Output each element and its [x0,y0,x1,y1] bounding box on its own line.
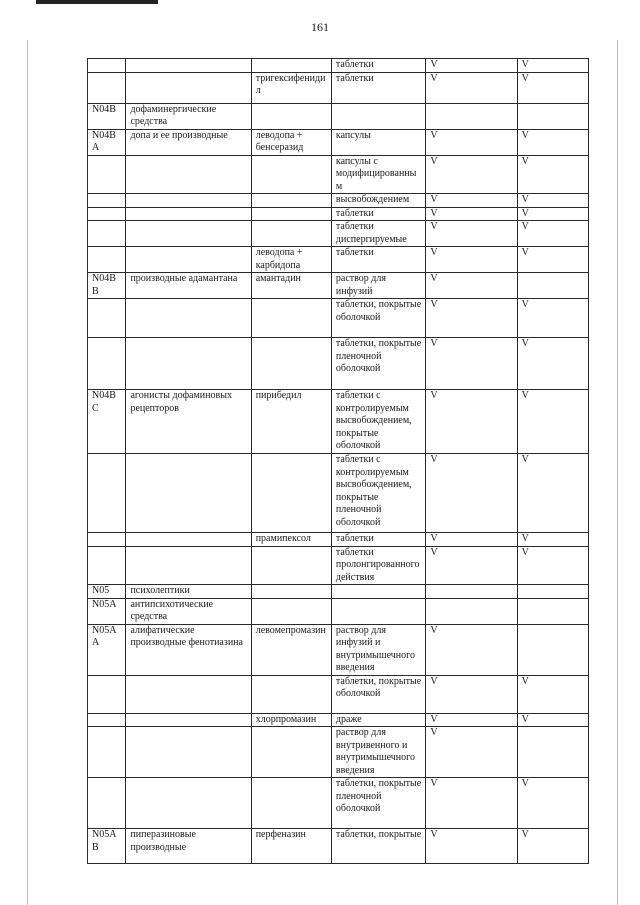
table-row [88,624,589,675]
table-row [88,713,589,727]
table-row [88,299,589,338]
cell-v1 [426,103,517,129]
cell-code: N04B [88,103,126,129]
table-row [88,273,589,299]
cell-v2: V [517,829,588,864]
cell-v1: V [426,59,517,73]
cell-form: таблетки [331,247,425,273]
cell-v2: V [517,338,588,390]
cell-code [88,194,126,208]
cell-name: производные адамантана [126,273,251,299]
cell-form: таблетки, покрытые [331,829,425,864]
cell-name: допа и ее производные [126,129,251,155]
cell-code [88,155,126,194]
cell-inn [251,598,331,624]
cell-v1 [426,585,517,599]
cell-inn: перфеназин [251,829,331,864]
table-row [88,585,589,599]
cell-v1: V [426,221,517,247]
cell-name [126,454,251,533]
cell-name [126,59,251,73]
cell-code [88,299,126,338]
cell-name [126,713,251,727]
cell-v1: V [426,546,517,585]
cell-inn [251,299,331,338]
cell-v2: V [517,778,588,829]
cell-code [88,778,126,829]
cell-v2: V [517,533,588,547]
table-row [88,194,589,208]
table-row [88,59,589,73]
table-row [88,72,589,103]
cell-inn [251,103,331,129]
cell-inn [251,454,331,533]
cell-inn [251,727,331,778]
cell-v1: V [426,247,517,273]
cell-form: раствор для инфузий и внутримышечного введения [331,624,425,675]
cell-v2: V [517,129,588,155]
cell-form: таблетки [331,72,425,103]
cell-inn: тригексифенидил [251,72,331,103]
cell-name [126,338,251,390]
cell-name [126,727,251,778]
cell-v1: V [426,533,517,547]
cell-code: N05A [88,598,126,624]
cell-code [88,713,126,727]
cell-inn [251,778,331,829]
cell-form: таблетки, покрытые пленочной оболочкой [331,338,425,390]
cell-v1: V [426,675,517,713]
cell-code: N05AB [88,829,126,864]
cell-code [88,247,126,273]
cell-code [88,338,126,390]
cell-v1 [426,598,517,624]
cell-v1: V [426,338,517,390]
cell-name: пиперазиновые производные [126,829,251,864]
cell-v2 [517,624,588,675]
cell-v2: V [517,221,588,247]
cell-form: таблетки [331,59,425,73]
table-row [88,454,589,533]
cell-inn [251,221,331,247]
cell-v1: V [426,727,517,778]
table-row [88,546,589,585]
cell-form [331,103,425,129]
cell-code: N04BA [88,129,126,155]
cell-v2 [517,727,588,778]
cell-form: таблетки [331,533,425,547]
cell-v1: V [426,72,517,103]
cell-inn [251,207,331,221]
cell-form: таблетки, покрытые оболочкой [331,299,425,338]
cell-v2: V [517,207,588,221]
cell-v2: V [517,454,588,533]
cell-form: таблетки пролонгированного действия [331,546,425,585]
cell-form: таблетки с контролируемым высвобождением, покрытые оболочкой [331,390,425,454]
cell-v2 [517,103,588,129]
cell-name: алифатические производные фенотиазина [126,624,251,675]
cell-name [126,299,251,338]
cell-v2: V [517,299,588,338]
cell-v2 [517,273,588,299]
table-row [88,103,589,129]
cell-v1: V [426,194,517,208]
cell-name [126,72,251,103]
cell-v2: V [517,247,588,273]
cell-form: драже [331,713,425,727]
left-margin-line [27,40,28,905]
cell-form: капсулы с модифицированным [331,155,425,194]
cell-inn [251,546,331,585]
cell-inn [251,59,331,73]
cell-name [126,675,251,713]
right-margin-line [617,40,618,905]
cell-form: таблетки [331,207,425,221]
cell-inn [251,155,331,194]
page-number: 161 [311,20,329,34]
cell-form: таблетки, покрытые оболочкой [331,675,425,713]
table-row [88,778,589,829]
table-row [88,207,589,221]
cell-inn: хлорпромазин [251,713,331,727]
cell-form [331,598,425,624]
cell-name: психолептики [126,585,251,599]
table-row [88,155,589,194]
table-row [88,727,589,778]
cell-code [88,72,126,103]
table-row [88,533,589,547]
cell-v2: V [517,675,588,713]
cell-code [88,59,126,73]
cell-name [126,546,251,585]
cell-v1: V [426,207,517,221]
cell-form [331,585,425,599]
cell-name [126,207,251,221]
cell-inn [251,585,331,599]
cell-name [126,155,251,194]
cell-v1: V [426,273,517,299]
cell-code [88,207,126,221]
cell-code: N05AA [88,624,126,675]
cell-v2: V [517,713,588,727]
cell-inn [251,338,331,390]
table-row [88,221,589,247]
cell-v1: V [426,155,517,194]
cell-form: капсулы [331,129,425,155]
cell-name [126,247,251,273]
cell-v2: V [517,59,588,73]
cell-v2 [517,598,588,624]
table-row [88,829,589,864]
cell-code [88,533,126,547]
cell-inn: леводопа + бенсеразид [251,129,331,155]
cell-name [126,194,251,208]
cell-inn: леводопа + карбидопа [251,247,331,273]
cell-v1: V [426,778,517,829]
cell-code [88,546,126,585]
cell-code [88,727,126,778]
cell-v2: V [517,155,588,194]
cell-v2: V [517,194,588,208]
cell-code [88,221,126,247]
cell-name [126,221,251,247]
table-row [88,338,589,390]
cell-inn [251,675,331,713]
cell-inn: амантадин [251,273,331,299]
cell-v1: V [426,390,517,454]
drug-table [87,58,589,864]
cell-name [126,533,251,547]
cell-code [88,675,126,713]
cell-v1: V [426,713,517,727]
cell-inn: левомепромазин [251,624,331,675]
cell-form: высвобождением [331,194,425,208]
cell-v2: V [517,546,588,585]
table-row [88,390,589,454]
cell-code: N04BC [88,390,126,454]
cell-form: раствор для инфузий [331,273,425,299]
cell-name: дофаминергические средства [126,103,251,129]
cell-form: таблетки, покрытые пленочной оболочкой [331,778,425,829]
cell-v1: V [426,624,517,675]
cell-code: N05 [88,585,126,599]
cell-v2: V [517,390,588,454]
cell-name: антипсихотические средства [126,598,251,624]
cell-form: раствор для внутривенного и внутримышечного введения [331,727,425,778]
cell-v2: V [517,72,588,103]
cell-name [126,778,251,829]
cell-v2 [517,585,588,599]
table-row [88,247,589,273]
cell-v1: V [426,299,517,338]
cell-code [88,454,126,533]
table-row [88,129,589,155]
cell-v1: V [426,454,517,533]
cell-name: агонисты дофаминовых рецепторов [126,390,251,454]
cell-inn [251,194,331,208]
cell-inn: пирибедил [251,390,331,454]
cell-code: N04BB [88,273,126,299]
cell-form: таблетки с контролируемым высвобождением, покрытые пленочной оболочкой [331,454,425,533]
cell-form: таблетки диспергируемые [331,221,425,247]
top-edge-bar [36,0,158,4]
table-row [88,598,589,624]
cell-v1: V [426,129,517,155]
cell-v1: V [426,829,517,864]
cell-inn: прамипексол [251,533,331,547]
table-row [88,675,589,713]
